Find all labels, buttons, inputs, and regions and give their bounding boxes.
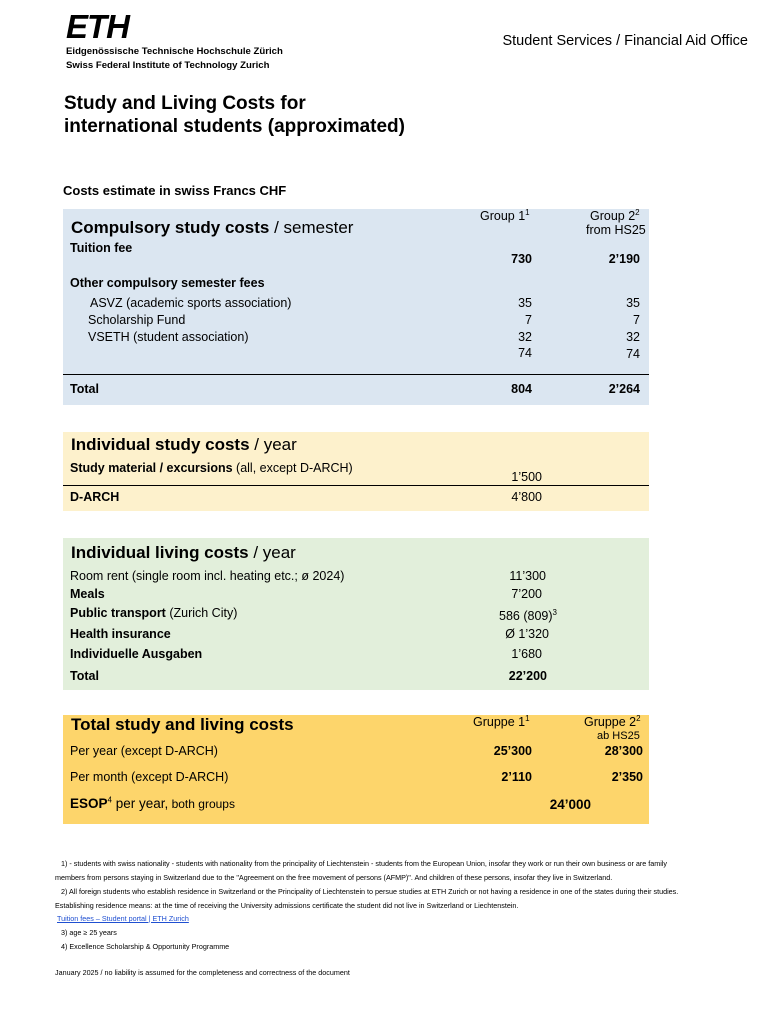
fee-row-vseth-label: VSETH (student association) bbox=[88, 330, 249, 344]
study-material-label: Study material / excursions (all, except D-ARCH) bbox=[70, 461, 353, 475]
title-line-2: international students (approximated) bbox=[64, 116, 405, 137]
other-fees-label: Other compulsory semester fees bbox=[70, 276, 265, 290]
logo-line-german: Eidgenössische Technische Hochschule Zürich bbox=[66, 46, 283, 57]
page-title bbox=[64, 92, 405, 138]
per-year-group1: 25’300 bbox=[493, 744, 532, 758]
living-total-value: 22’200 bbox=[508, 669, 547, 683]
office-name: Student Services / Financial Aid Office bbox=[502, 33, 748, 49]
footnote-2-line-1: 2) All foreign students who establish residence in Switzerland or the Principality of Liechtenstein to persue studies at ETH Zurich or not having a residence in one of the states during their studies. bbox=[61, 887, 679, 896]
total-divider bbox=[63, 374, 649, 375]
living-heading: Individual living costs / year bbox=[71, 543, 296, 562]
room-rent-value: 11’300 bbox=[509, 569, 546, 583]
total-costs-section bbox=[63, 715, 649, 824]
individual-expenses-value: 1’680 bbox=[511, 647, 542, 661]
per-month-label: Per month (except D-ARCH) bbox=[70, 770, 229, 784]
gruppe2-note: ab HS25 bbox=[597, 730, 640, 742]
fee-row-vseth-group2: 32 bbox=[626, 330, 640, 344]
fee-row-scholarship-group2: 7 bbox=[633, 313, 640, 327]
compulsory-total-label: Total bbox=[70, 382, 99, 396]
per-year-label: Per year (except D-ARCH) bbox=[70, 744, 218, 758]
transport-label: Public transport (Zurich City) bbox=[70, 606, 238, 620]
fee-row-vseth-group1: 32 bbox=[518, 330, 532, 344]
group2-header: Group $2^2$ bbox=[590, 207, 640, 223]
tuition-fees-link[interactable]: Tuition fees – Student portal | ETH Zurich bbox=[57, 914, 189, 923]
transport-value: 586 $(809)^3$ bbox=[499, 607, 557, 623]
gruppe2-header: Gruppe $2^2$ bbox=[584, 713, 641, 729]
living-total-label: Total bbox=[70, 669, 99, 683]
per-month-group1: 2’110 bbox=[501, 770, 532, 784]
fee-row-scholarship-label: Scholarship Fund bbox=[88, 313, 186, 327]
footnote-4: 4) Excellence Scholarship & Opportunity Programme bbox=[61, 942, 230, 951]
fees-subtotal-group2: 74 bbox=[626, 347, 640, 361]
darch-value: 4’800 bbox=[511, 490, 542, 504]
meals-label: Meals bbox=[70, 587, 105, 601]
fee-row-scholarship-group1: 7 bbox=[525, 313, 532, 327]
living-costs-section bbox=[63, 538, 649, 690]
disclaimer: January 2025 / no liability is assumed for the completeness and correctness of the document bbox=[55, 968, 350, 977]
individual-study-heading: Individual study costs / year bbox=[71, 435, 297, 454]
fee-row-asvz-group2: 35 bbox=[626, 296, 640, 310]
fee-row-asvz-label: ASVZ (academic sports association) bbox=[90, 296, 292, 310]
logo-line-english: Swiss Federal Institute of Technology Zurich bbox=[66, 60, 270, 71]
group2-note: from HS25 bbox=[586, 223, 646, 237]
esop-label: ESOP$^4$ per year, both groups bbox=[70, 795, 235, 811]
total-costs-heading: Total study and living costs bbox=[71, 715, 294, 734]
individual-study-section bbox=[63, 432, 649, 511]
tuition-group2: 2’190 bbox=[608, 252, 640, 266]
esop-value: 24’000 bbox=[549, 797, 591, 812]
fees-subtotal-group1: 74 bbox=[518, 346, 532, 360]
study-material-value: 1’500 bbox=[511, 470, 542, 484]
eth-logo: ETH bbox=[66, 8, 129, 45]
health-insurance-label: Health insurance bbox=[70, 627, 171, 641]
tuition-group1: 730 bbox=[511, 252, 532, 266]
individual-expenses-label: Individuelle Ausgaben bbox=[70, 647, 203, 661]
footnote-2-line-2: Establishing residence means: at the time of receiving the University admissions certificate the student did not live in Switzerland or Liechtenstein. bbox=[55, 901, 519, 910]
compulsory-costs-section bbox=[63, 209, 649, 405]
footnote-1-line-2: members from persons staying in Switzerland due to the "Agreement on the free movement of persons (AFMP)". And children of these persons, insofar they live in Switzerland. bbox=[55, 873, 613, 882]
tuition-label: Tuition fee bbox=[70, 241, 133, 255]
darch-divider bbox=[63, 485, 649, 486]
compulsory-total-group1: 804 bbox=[511, 382, 532, 396]
fee-row-asvz-group1: 35 bbox=[518, 296, 532, 310]
gruppe1-header: Gruppe $1^1$ bbox=[473, 713, 530, 729]
health-insurance-value: Ø 1’320 bbox=[505, 627, 549, 641]
per-year-group2: 28’300 bbox=[604, 744, 643, 758]
compulsory-total-group2: 2’264 bbox=[608, 382, 640, 396]
title-line-1: Study and Living Costs for bbox=[64, 93, 306, 114]
meals-value: 7’200 bbox=[511, 587, 542, 601]
footnote-1-line-1: 1) - students with swiss nationality - students with nationality from the principality of Liechtenstein - students from the European Union, insofar they work or run their own business or are family bbox=[61, 859, 668, 868]
compulsory-heading: Compulsory study costs / semester bbox=[71, 218, 354, 237]
footnote-3: 3) age ≥ 25 years bbox=[61, 928, 117, 937]
group1-header: Group $1^1$ bbox=[480, 207, 530, 223]
darch-label: D-ARCH bbox=[70, 490, 120, 504]
per-month-group2: 2’350 bbox=[611, 770, 643, 784]
currency-subtitle: Costs estimate in swiss Francs CHF bbox=[63, 183, 287, 198]
room-rent-label: Room rent (single room incl. heating etc.; ø 2024) bbox=[70, 569, 345, 583]
